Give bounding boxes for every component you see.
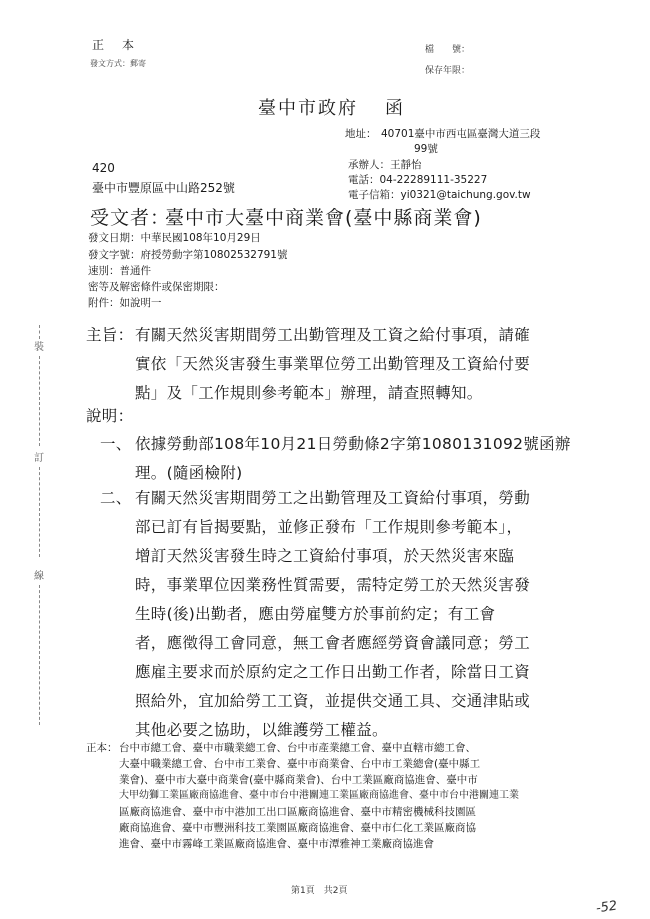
contact-address-label: 地址： bbox=[345, 128, 377, 140]
contact-phone: 電話：04-22289111-35227 bbox=[348, 174, 488, 186]
explanation-item-line: 照給外，宜加給勞工工資，並提供交通工具、交通津貼或 bbox=[135, 692, 531, 710]
explanation-item-line: 有關天然災害期間勞工之出勤管理及工資給付事項，勞動 bbox=[135, 489, 531, 507]
contact-address-line1: 40701臺中市西屯區臺灣大道三段 bbox=[381, 128, 541, 140]
copy-type-label: 正 本 bbox=[92, 38, 138, 52]
subject-line: 實依「天然災害發生事業單位勞工出勤管理及工資給付要 bbox=[135, 355, 531, 373]
handwritten-page-mark: -52 bbox=[595, 898, 619, 917]
carbon-copy-line: 業會)、臺中市大臺中商業會(臺中縣商業會)、台中工業區廠商協進會、臺中市 bbox=[119, 774, 478, 786]
explanation-item-line: 部已訂有旨揭要點，並修正發布「工作規則參考範本」， bbox=[135, 518, 523, 536]
addressee-name: 臺中市大臺中商業會(臺中縣商業會) bbox=[165, 207, 482, 229]
carbon-copy-label: 正本： bbox=[86, 742, 118, 754]
file-number-label: 檔 號： bbox=[425, 45, 471, 55]
explanation-item-line: 理。(隨函檢附) bbox=[135, 464, 243, 482]
carbon-copy-line: 大臺中職業總工會、台中市工業會、臺中市商業會、台中市工業總會(臺中縣工 bbox=[119, 758, 481, 770]
contact-email: 電子信箱：yi0321@taichung.gov.tw bbox=[348, 189, 531, 201]
explanation-item-line: 時，事業單位因業務性質需要，需特定勞工於天然災害發 bbox=[135, 576, 531, 594]
subject-line: 點」及「工作規則參考範本」辦理，請查照轉知。 bbox=[135, 384, 483, 402]
binding-line-segment bbox=[39, 356, 40, 446]
recipient-address: 臺中市豐原區中山路252號 bbox=[92, 181, 235, 195]
issuing-agency: 臺中市政府 bbox=[258, 98, 358, 119]
binding-line-segment bbox=[39, 585, 40, 725]
addressee-label: 受文者： bbox=[90, 207, 171, 229]
carbon-copy-line: 區廠商協進會、臺中市中港加工出口區廠商協進會、臺中市精密機械科技園區 bbox=[119, 806, 476, 818]
carbon-copy-line: 台中市總工會、臺中市職業總工會、台中市產業總工會、臺中直轄市總工會、 bbox=[119, 742, 476, 754]
binding-line-segment bbox=[39, 325, 40, 339]
explanation-label: 說明： bbox=[86, 407, 134, 425]
explanation-item-line: 者，應徵得工會同意，無工會者應經勞資會議同意；勞工 bbox=[135, 634, 531, 652]
attachment-note: 附件：如說明一 bbox=[88, 297, 162, 309]
binding-mark-line: 線 bbox=[34, 571, 44, 582]
carbon-copy-line: 大甲幼獅工業區廠商協進會、臺中市台中港關連工業區廠商協進會、臺中市台中港關連工業 bbox=[119, 790, 519, 801]
explanation-item-number: 一、 bbox=[100, 435, 132, 453]
explanation-item-line: 應雇主要求而於原約定之工作日出勤工作者，除當日工資 bbox=[135, 663, 531, 681]
explanation-item-line: 生時(後)出勤者，應由勞雇雙方於事前約定；有工會 bbox=[135, 605, 496, 623]
delivery-method: 發文方式：郵寄 bbox=[90, 59, 146, 68]
subject-line: 有關天然災害期間勞工出勤管理及工資之給付事項，請確 bbox=[135, 326, 531, 344]
page-number: 第1頁 共2頁 bbox=[291, 886, 348, 896]
subject-label: 主旨： bbox=[86, 326, 134, 344]
retention-period-label: 保存年限： bbox=[425, 66, 471, 76]
secrecy-level: 密等及解密條件或保密期限： bbox=[88, 281, 225, 293]
document-number: 發文字號：府授勞動字第10802532791號 bbox=[88, 249, 288, 261]
carbon-copy-line: 進會、臺中市霧峰工業區廠商協進會、臺中市潭雅神工業廠商協進會 bbox=[119, 838, 434, 850]
carbon-copy-line: 廠商協進會、臺中市豐洲科技工業園區廠商協進會、臺中市仁化工業區廠商協 bbox=[119, 822, 476, 834]
explanation-item-number: 二、 bbox=[100, 489, 132, 507]
contact-address-line2: 99號 bbox=[414, 143, 438, 155]
recipient-zip: 420 bbox=[92, 161, 115, 175]
speed-class: 速別：普通件 bbox=[88, 265, 151, 277]
issue-date: 發文日期：中華民國108年10月29日 bbox=[88, 232, 261, 244]
contact-person: 承辦人：王靜怡 bbox=[348, 159, 422, 171]
explanation-item-line: 其他必要之協助，以維護勞工權益。 bbox=[135, 721, 388, 739]
binding-line-segment bbox=[39, 467, 40, 557]
explanation-item-line: 依據勞動部108年10月21日勞動條2字第1080131092號函辦 bbox=[135, 435, 571, 453]
binding-mark-bind: 裝 bbox=[34, 342, 44, 353]
explanation-item-line: 增訂天然災害發生時之工資給付事項，於天然災害來臨 bbox=[135, 547, 515, 565]
document-type: 函 bbox=[385, 98, 405, 119]
binding-mark-staple: 訂 bbox=[34, 453, 44, 464]
